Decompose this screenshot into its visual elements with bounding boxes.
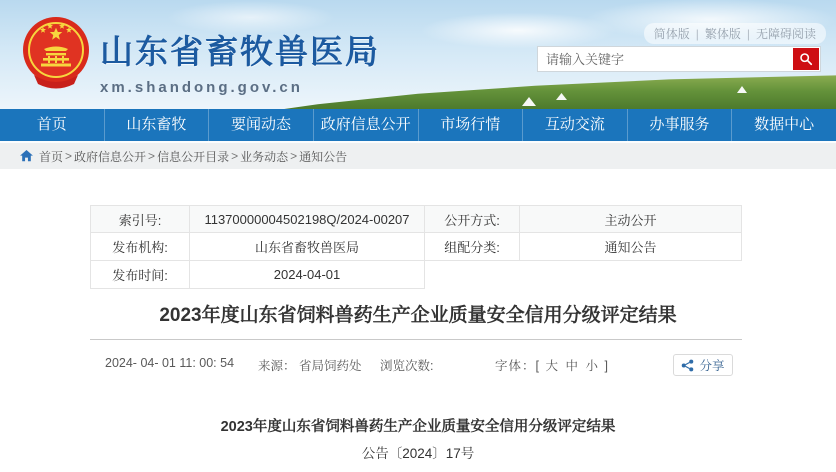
- article-body-title: 2023年度山东省饲料兽药生产企业质量安全信用分级评定结果: [220, 419, 616, 435]
- article-title: 2023年度山东省饲料兽药生产企业质量安全信用分级评定结果: [159, 305, 677, 326]
- site-url: xm.shandong.gov.cn: [100, 79, 303, 96]
- breadcrumb-separator: >: [148, 149, 156, 163]
- article-meta-row: [90, 352, 742, 378]
- title-divider: [90, 339, 742, 340]
- breadcrumb-separator: >: [231, 149, 239, 163]
- nav-item-home[interactable]: 首页: [36, 116, 67, 133]
- font-size-small-button[interactable]: 小: [585, 359, 599, 373]
- breadcrumb: [0, 141, 836, 169]
- breadcrumb-business-news[interactable]: 业务动态: [240, 149, 289, 164]
- search-icon: [799, 52, 813, 66]
- nav-item-market[interactable]: 市场行情: [418, 109, 523, 141]
- breadcrumb-home[interactable]: 首页: [39, 149, 64, 164]
- meta-label-org: 发布机构:: [90, 233, 190, 261]
- link-simplified-chinese[interactable]: 简体版: [653, 27, 690, 41]
- meta-label-method: 公开方式:: [425, 205, 520, 233]
- publish-datetime: 2024- 04- 01 11: 00: 54: [105, 356, 235, 370]
- link-traditional-chinese[interactable]: 繁体版: [704, 27, 741, 41]
- breadcrumb-gov-info[interactable]: 政府信息公开: [74, 149, 147, 164]
- share-icon: [681, 359, 694, 372]
- nav-item-gov-info[interactable]: 政府信息公开: [313, 109, 418, 141]
- document-meta-table: [90, 205, 742, 289]
- meta-empty-cell: [425, 261, 520, 289]
- meta-label-time: 发布时间:: [90, 261, 190, 289]
- home-icon: [20, 150, 33, 162]
- site-header: [0, 0, 836, 109]
- site-brand: [100, 26, 380, 96]
- site-title: 山东省畜牧兽医局: [100, 33, 380, 70]
- meta-empty-cell: [520, 261, 742, 289]
- nav-item-interaction[interactable]: 互动交流: [522, 109, 627, 141]
- font-size-control: [495, 356, 609, 374]
- nav-item-services[interactable]: 办事服务: [627, 109, 732, 141]
- search-bar: [537, 46, 821, 72]
- breadcrumb-info-catalog[interactable]: 信息公开目录: [157, 149, 230, 164]
- font-size-medium-button[interactable]: 中: [565, 359, 579, 373]
- nav-item-shandong-xumu[interactable]: 山东畜牧: [104, 109, 209, 141]
- meta-value-category: 通知公告: [520, 233, 742, 261]
- article-source: 来源： 省局饲药处: [258, 359, 362, 373]
- link-separator: |: [746, 26, 750, 41]
- font-label-close: ]: [604, 359, 609, 373]
- meta-label-index: 索引号:: [90, 205, 190, 233]
- share-label: 分享: [699, 359, 725, 373]
- article-doc-number: 公告〔2024〕17号: [361, 446, 475, 461]
- meta-value-time: 2024-04-01: [190, 261, 425, 289]
- link-separator: |: [695, 26, 699, 41]
- link-accessible-reading[interactable]: 无障碍阅读: [755, 27, 816, 41]
- article-page: [0, 169, 836, 472]
- language-links: [644, 23, 826, 44]
- view-count-label: 浏览次数:: [380, 359, 434, 373]
- search-input[interactable]: [538, 47, 793, 71]
- meta-label-category: 组配分类:: [425, 233, 520, 261]
- nav-item-news[interactable]: 要闻动态: [208, 109, 313, 141]
- meta-value-method: 主动公开: [520, 205, 742, 233]
- breadcrumb-separator: >: [290, 149, 298, 163]
- font-size-large-button[interactable]: 大: [545, 359, 559, 373]
- breadcrumb-notices: 通知公告: [299, 149, 348, 164]
- meta-value-index: 11370000004502198Q/2024-00207: [190, 205, 425, 233]
- nav-item-data-center[interactable]: 数据中心: [731, 109, 836, 141]
- national-emblem-logo[interactable]: [22, 15, 90, 98]
- search-button[interactable]: [793, 48, 819, 70]
- share-button[interactable]: [673, 354, 733, 376]
- main-navigation: [0, 109, 836, 141]
- font-label-open: 字体：[: [495, 359, 540, 373]
- meta-value-org: 山东省畜牧兽医局: [190, 233, 425, 261]
- breadcrumb-separator: >: [65, 149, 73, 163]
